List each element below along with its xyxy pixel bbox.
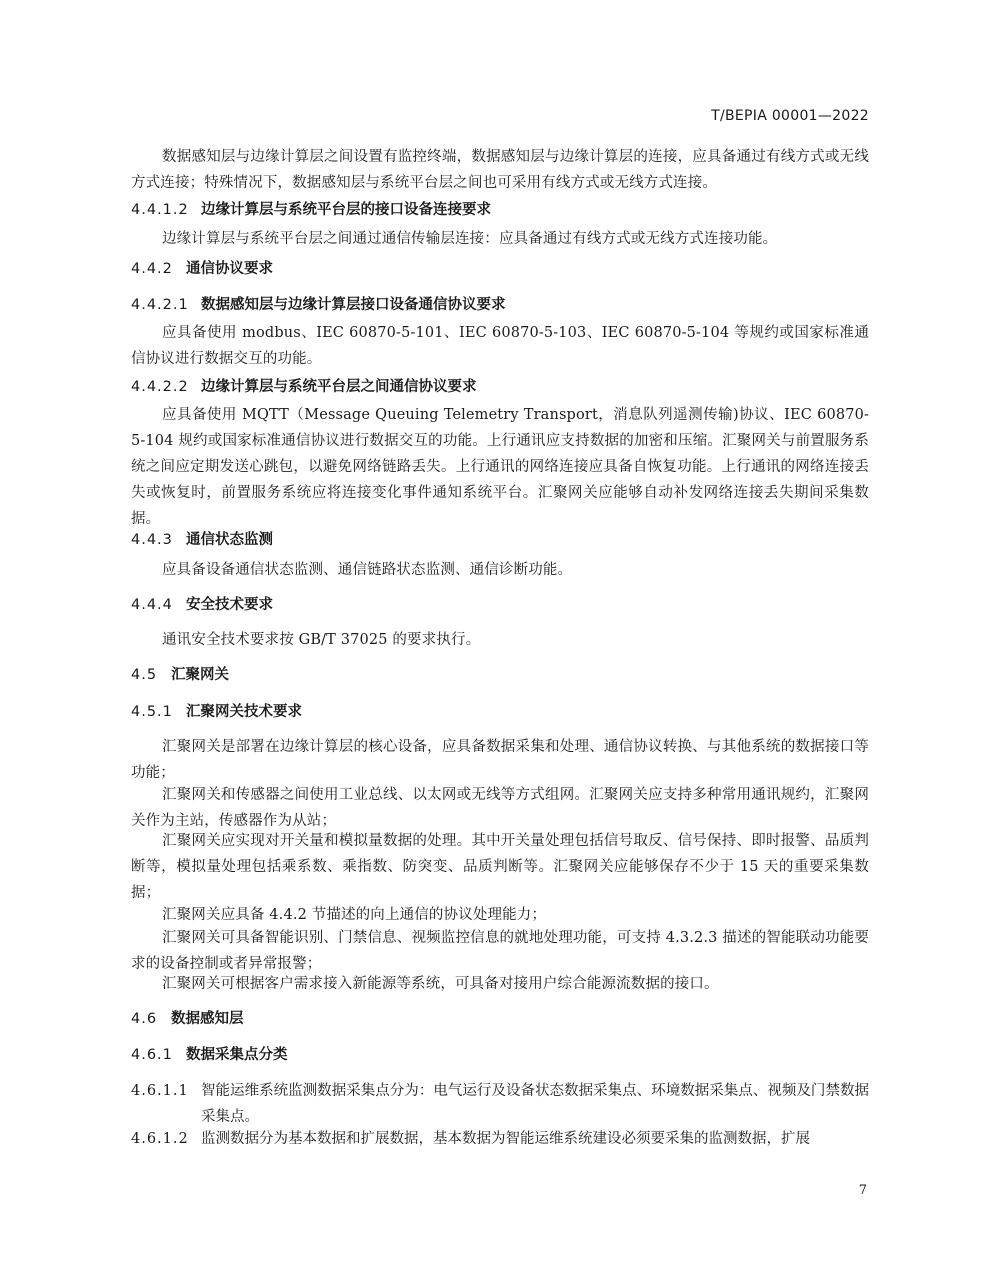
heading-title: 汇聚网关技术要求: [186, 704, 302, 720]
document-code-header: T/BEPIA 00001—2022: [711, 108, 869, 124]
heading-number: 4.4.2.2: [131, 379, 189, 395]
heading-4-4-4: [131, 592, 869, 618]
clause-text: 智能运维系统监测数据采集点分为：电气运行及设备状态数据采集点、环境数据采集点、视频及门禁数据采集点。: [201, 1083, 869, 1125]
clause-text: 监测数据分为基本数据和扩展数据，基本数据为智能运维系统建设必须要采集的监测数据，扩展: [201, 1131, 810, 1147]
heading-4-6: [131, 1006, 869, 1032]
page-number: 7: [858, 1183, 867, 1198]
heading-number: 4.4.3: [131, 532, 173, 548]
paragraph-4-5-1-item-2: 汇聚网关和传感器之间使用工业总线、以太网或无线等方式组网。汇聚网关应支持多种常用通讯规约，汇聚网关作为主站，传感器作为从站；: [131, 787, 869, 829]
paragraph-4-5-1-item-4: 汇聚网关应具备 4.4.2 节描述的向上通信的协议处理能力；: [162, 907, 547, 923]
paragraph-4-5-1-item-6: 汇聚网关可根据客户需求接入新能源等系统，可具备对接用户综合能源流数据的接口。: [162, 976, 719, 992]
heading-number: 4.4.2: [131, 261, 173, 277]
paragraph-intro: 数据感知层与边缘计算层之间设置有监控终端，数据感知层与边缘计算层的连接，应具备通过有线方式或无线方式连接；特殊情况下，数据感知层与系统平台层之间也可采用有线方式或无线方式连接。: [131, 149, 869, 191]
heading-title: 数据感知层与边缘计算层接口设备通信协议要求: [201, 297, 506, 313]
paragraph-4-4-1-2: 边缘计算层与系统平台层之间通过通信传输层连接：应具备通过有线方式或无线方式连接功能。: [162, 231, 778, 247]
heading-title: 通信协议要求: [186, 261, 273, 277]
heading-title: 数据感知层: [171, 1011, 244, 1027]
heading-number: 4.4.2.1: [131, 297, 189, 313]
heading-title: 通信状态监测: [186, 532, 273, 548]
heading-title: 边缘计算层与系统平台层之间通信协议要求: [201, 379, 477, 395]
heading-title: 安全技术要求: [186, 597, 273, 613]
clause-4-6-1-2: [131, 1126, 869, 1152]
heading-4-4-2-1: [131, 292, 869, 318]
heading-number: 4.5.1: [131, 704, 173, 720]
heading-4-4-2: [131, 256, 869, 282]
heading-4-5: [131, 662, 869, 688]
paragraph-4-5-1-item-5: 汇聚网关可具备智能识别、门禁信息、视频监控信息的就地处理功能，可支持 4.3.2.3 描述的智能联动功能要求的设备控制或者异常报警；: [131, 930, 869, 972]
clause-4-6-1-1: [131, 1078, 869, 1130]
paragraph-4-5-1-item-1: 汇聚网关是部署在边缘计算层的核心设备，应具备数据采集和处理、通信协议转换、与其他系统的数据接口等功能；: [131, 739, 869, 781]
heading-title: 边缘计算层与系统平台层的接口设备连接要求: [201, 202, 491, 218]
heading-title: 数据采集点分类: [186, 1047, 288, 1063]
heading-4-4-2-2: [131, 374, 869, 400]
paragraph-4-4-3: 应具备设备通信状态监测、通信链路状态监测、通信诊断功能。: [162, 562, 573, 578]
heading-4-5-1: [131, 699, 869, 725]
heading-number: 4.6.1: [131, 1047, 173, 1063]
heading-number: 4.4.1.2: [131, 202, 189, 218]
heading-title: 汇聚网关: [171, 667, 229, 683]
paragraph-4-5-1-item-3: 汇聚网关应实现对开关量和模拟量数据的处理。其中开关量处理包括信号取反、信号保持、即时报警、品质判断等，模拟量处理包括乘系数、乘指数、防突变、品质判断等。汇聚网关应能够保存不少于 15 天的重要采集数据；: [131, 833, 869, 901]
clause-number: 4.6.1.2: [131, 1131, 189, 1147]
heading-4-6-1: [131, 1042, 869, 1068]
paragraph-4-4-2-1: 应具备使用 modbus、IEC 60870-5-101、IEC 60870-5-103、IEC 60870-5-104 等规约或国家标准通信协议进行数据交互的功能。: [131, 325, 869, 367]
clause-number: 4.6.1.1: [131, 1083, 189, 1099]
heading-4-4-1-2: [131, 197, 869, 223]
heading-number: 4.4.4: [131, 597, 173, 613]
paragraph-4-4-4: 通讯安全技术要求按 GB/T 37025 的要求执行。: [162, 632, 481, 648]
heading-number: 4.5: [131, 667, 158, 683]
heading-number: 4.6: [131, 1011, 158, 1027]
heading-4-4-3: [131, 527, 869, 553]
paragraph-4-4-2-2: 应具备使用 MQTT（Message Queuing Telemetry Transport，消息队列遥测传输)协议、IEC 60870-5-104 规约或国家标准通信协议进行数据交互的功能。上行通讯应支持数据的加密和压缩。汇聚网关与前置服务系统之间应定期发送心跳包，以避免网络链路丢失。上行通讯的网络连接应具备自恢复功能。上行通讯的网络连接丢失或恢复时，前置服务系统应将连接变化事件通知系统平台。汇聚网关应能够自动补发网络连接丢失期间采集数据。: [131, 407, 869, 527]
